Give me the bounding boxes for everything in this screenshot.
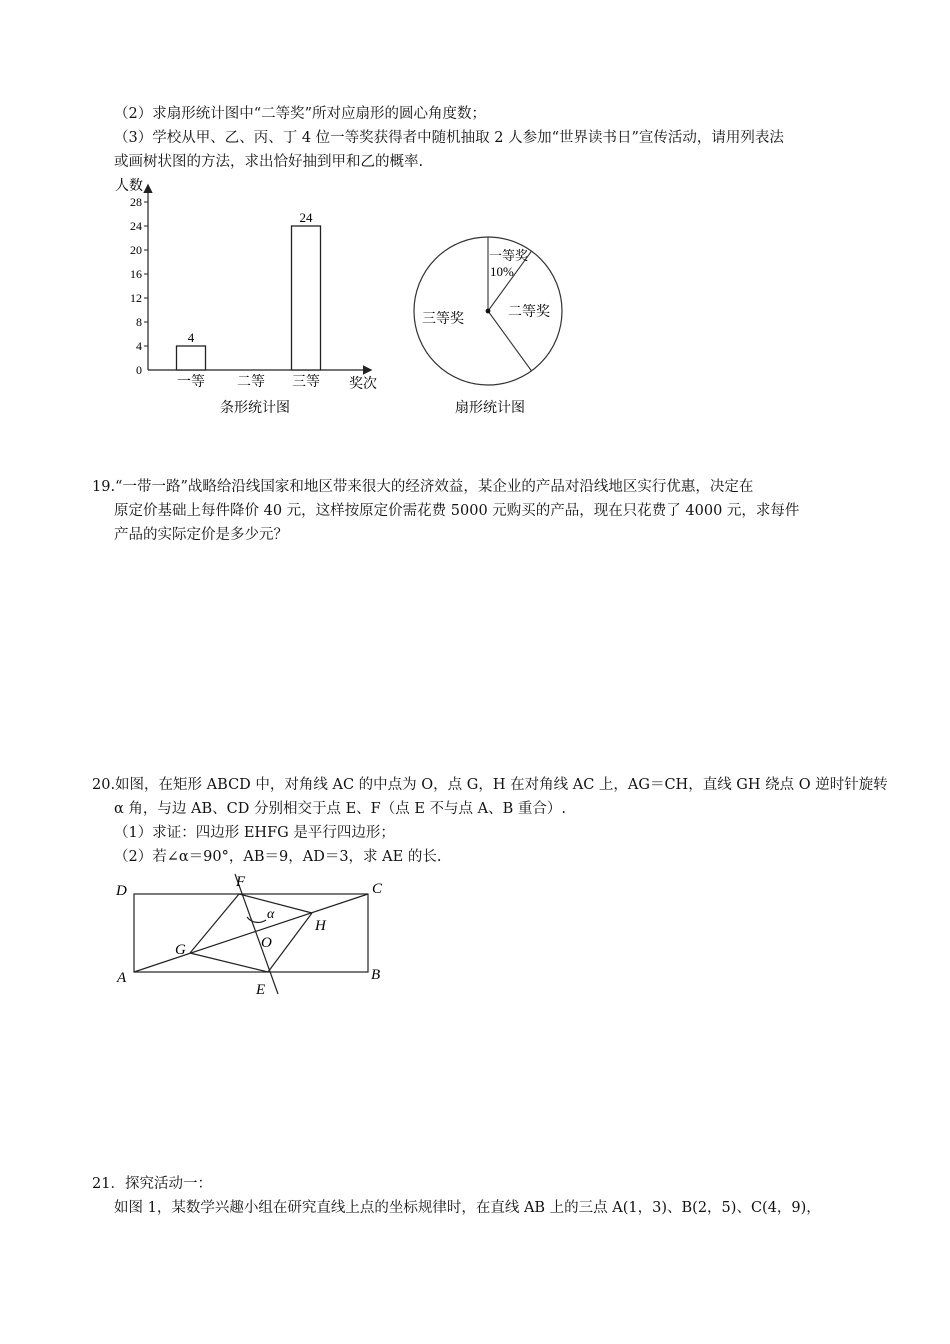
bar-data-label: 4 (187, 330, 195, 345)
bar-caption: 条形统计图 (220, 400, 290, 416)
pie-caption: 扇形统计图 (455, 400, 525, 416)
label-alpha: α (267, 907, 275, 922)
bar-y-tick-label: 8 (136, 315, 142, 329)
bar-ylabel: 人数 (115, 179, 143, 194)
label-b: B (371, 967, 381, 983)
q20-part2: （2）若∠α＝90°，AB＝9，AD＝3，求 AE 的长. (114, 849, 442, 865)
q18-part3-line2: 或画树状图的方法，求出恰好抽到甲和乙的概率. (114, 154, 424, 170)
q21-line1: 21．探究活动一： (92, 1176, 212, 1192)
q19-line3: 产品的实际定价是多少元？ (114, 527, 288, 543)
q19-line2: 原定价基础上每件降价 40 元，这样按原定价需花费 5000 元购买的产品，现在只花费了 4000 元，求每件 (114, 503, 800, 519)
q18-part3-line1: （3）学校从甲、乙、丙、丁 4 位一等奖获得者中随机抽取 2 人参加“世界读书日”宣传活动，请用列表法 (114, 130, 784, 146)
bar-y-tick-label: 16 (130, 267, 142, 281)
bar-category-label: 一等 (177, 375, 205, 390)
bar-y-tick-label: 12 (130, 291, 142, 305)
bar-data-label: 24 (299, 210, 313, 225)
pie-label-first-pct: 10% (490, 264, 514, 279)
label-h: H (315, 918, 326, 934)
pie-label-first: 一等奖 (489, 248, 529, 263)
segment-fh (239, 894, 312, 913)
alpha-arc (247, 917, 266, 922)
label-o: O (261, 935, 272, 951)
label-d: D (116, 883, 127, 899)
q18-part2: （2）求扇形统计图中“二等奖”所对应扇形的圆心角度数； (114, 106, 487, 122)
bar-y-tick-label: 24 (130, 219, 142, 233)
pie-label-third: 三等奖 (422, 312, 464, 327)
bar-y-tick-label: 4 (136, 339, 142, 353)
bar-category-label: 二等 (237, 375, 265, 390)
q20-part1: （1）求证：四边形 EHFG 是平行四边形； (114, 825, 395, 841)
segment-he (268, 913, 312, 972)
q21-line2: 如图 1，某数学兴趣小组在研究直线上点的坐标规律时，在直线 AB 上的三点 A(1，3)、B(2，5)、C(4，9)， (114, 1200, 821, 1216)
q20-line2: α 角，与边 AB、CD 分别相交于点 E、F（点 E 不与点 A、B 重合）. (114, 801, 566, 817)
q20-line1: 20.如图，在矩形 ABCD 中，对角线 AC 的中点为 O，点 G，H 在对角线 AC 上，AG＝CH，直线 GH 绕点 O 逆时针旋转 (92, 777, 888, 793)
label-a: A (117, 970, 127, 986)
bar-y-tick-label: 20 (130, 243, 142, 257)
diagonal-ac (134, 894, 368, 972)
bar-y-tick-label: 28 (130, 195, 142, 209)
segment-eg (190, 953, 268, 972)
rotated-line-ef (235, 874, 278, 994)
label-c: C (372, 881, 383, 897)
segment-gf (190, 894, 239, 953)
bar-xlabel: 奖次 (349, 377, 377, 392)
q19-line1: 19.“一带一路”战略给沿线国家和地区带来很大的经济效益，某企业的产品对沿线地区实行优惠，决定在 (92, 479, 754, 495)
label-g: G (175, 942, 186, 958)
bar-category-label: 三等 (292, 375, 320, 390)
label-e: E (256, 982, 266, 998)
label-f: F (236, 874, 246, 890)
pie-label-second: 二等奖 (508, 305, 550, 320)
bar-y-tick-label: 0 (136, 363, 142, 377)
